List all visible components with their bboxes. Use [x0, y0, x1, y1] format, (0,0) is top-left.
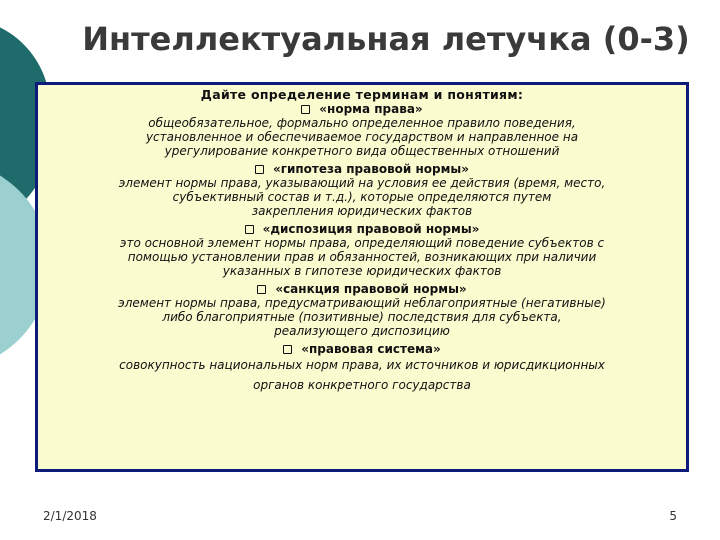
definition-line: элемент нормы права, указывающий на условия ее действия (время, место,: [118, 176, 606, 190]
checkbox-bullet-icon: [255, 165, 264, 174]
term-name: «норма права»: [319, 102, 423, 116]
checkbox-bullet-icon: [245, 225, 254, 234]
content-heading: Дайте определение терминам и понятиям:: [200, 87, 524, 102]
definition-line: реализующего диспозицию: [274, 324, 450, 338]
term-item: [44, 342, 680, 356]
definition-line: закрепления юридических фактов: [251, 204, 473, 218]
slide-title: Интеллектуальная летучка (0-3): [82, 20, 690, 58]
page-number: 5: [669, 509, 677, 523]
term-item: [44, 162, 680, 176]
checkbox-bullet-icon: [301, 105, 310, 114]
definition-line: это основной элемент нормы права, определяющий поведение субъектов с: [119, 236, 605, 250]
definition-line: совокупность национальных норм права, их источников и юрисдикционных: [119, 358, 605, 372]
definition-line: общеобязательное, формально определенное правило поведения,: [148, 116, 576, 130]
term-name: «гипотеза правовой нормы»: [272, 162, 470, 176]
term-item: [44, 222, 680, 236]
content-box: [35, 82, 689, 472]
definition-line: элемент нормы права, предусматривающий неблагоприятные (негативные): [118, 296, 606, 310]
definition-line: указанных в гипотезе юридических фактов: [222, 264, 502, 278]
footer-date: 2/1/2018: [43, 509, 97, 523]
checkbox-bullet-icon: [283, 345, 292, 354]
definition-line: установленное и обеспечиваемое государством и направленное на: [145, 130, 579, 144]
definition-line: помощью установлении прав и обязанностей, возникающих при наличии: [127, 250, 597, 264]
definition-line: либо благоприятные (позитивные) последствия для субъекта,: [162, 310, 562, 324]
checkbox-bullet-icon: [257, 285, 266, 294]
definition-line: урегулирование конкретного вида общественных отношений: [164, 144, 560, 158]
definition-line: органов конкретного государства: [253, 378, 471, 392]
definition-line: субъективный состав и т.д.), которые определяются путем: [172, 190, 552, 204]
term-name: «правовая система»: [301, 342, 441, 356]
term-name: «диспозиция правовой нормы»: [262, 222, 480, 236]
term-name: «санкция правовой нормы»: [275, 282, 467, 296]
term-item: [44, 102, 680, 116]
term-item: [44, 282, 680, 296]
